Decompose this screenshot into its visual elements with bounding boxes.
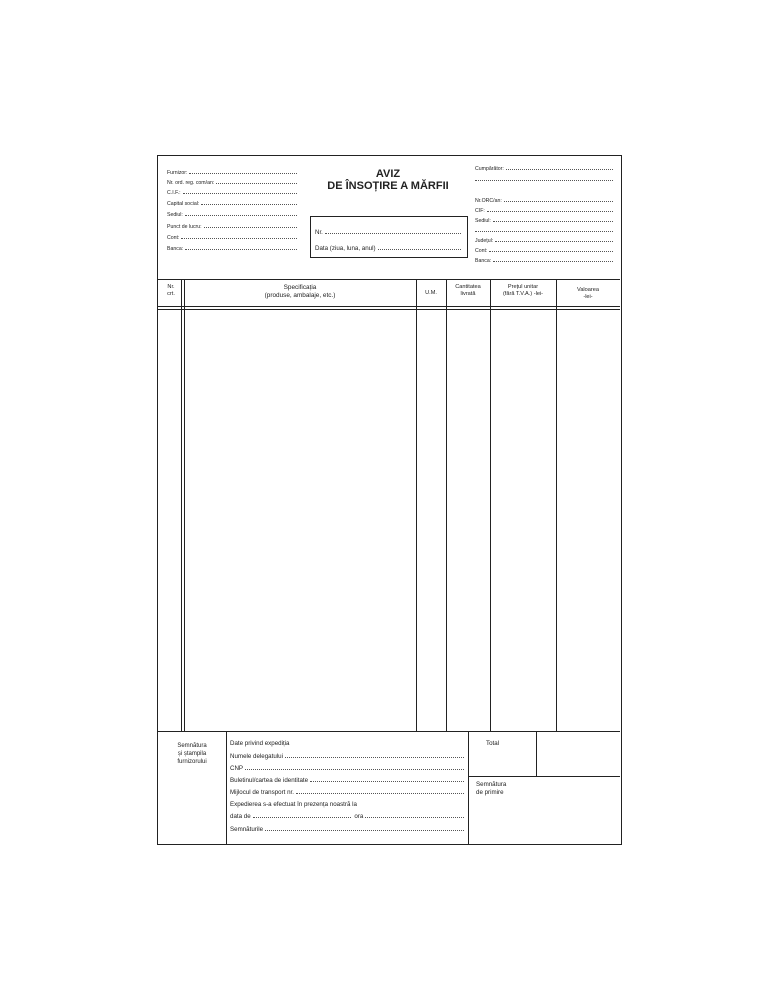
doc-number-date-box [310,216,468,258]
doc-number-field: Nr. [315,228,461,237]
signatures-field: Semnăturile [230,825,464,834]
col-header-specification: Specificația (produse, ambalaje, etc.) [264,284,336,299]
col-header-um: U.M. [425,290,437,296]
doc-date-field: Data (ziua, luna, anul) [315,244,461,253]
buyer-field: Județul: [475,236,613,246]
document-title [308,168,468,192]
title-line-2: DE ÎNSOȚIRE A MĂRFII [327,180,449,192]
buyer-field: CIF: [475,206,613,216]
col-header-value: Valoarea -lei- [577,287,599,300]
col-header-unit-price: Prețul unitar (fără T.V.A.) -lei- [502,284,544,297]
expedition-title: Date privind expediția [230,740,290,747]
transport-field: Mijlocul de transport nr. [230,788,464,797]
supplier-field: C.I.F.: [167,188,297,198]
buyer-field: Nr.ORC/an: [475,196,613,206]
cnp-field: CNP [230,764,464,773]
buyer-field: Cumpărător: [475,164,613,174]
id-card-field: Buletinul/cartea de identitate [230,776,464,785]
title-line-1: AVIZ [375,168,401,180]
supplier-field: Banca: [167,244,297,254]
buyer-field: Cont: [475,246,613,256]
delivery-notice-form [157,155,622,845]
supplier-field: Furnizor: [167,168,297,178]
buyer-field: Banca: [475,256,613,266]
col-header-quantity: Cantitatea livrată [455,284,481,297]
supplier-field: Capital social: [167,199,297,209]
supplier-field: Cont: [167,233,297,243]
delegate-name-field: Numele delegatului [230,752,464,761]
expedition-date-field: data de ora [230,812,464,821]
col-header-nr: Nr. crt. [167,284,175,297]
supplier-signature-label: Semnătura și ștampila furnizorului [177,743,207,765]
supplier-field: Punct de lucru: [167,222,297,232]
supplier-field: Nr. ord. reg. com/an: [167,178,297,188]
total-label: Total [486,740,500,747]
expedition-text: Expedierea s-a efectuat în prezența noastră la [230,801,357,808]
supplier-field: Sediul: [167,210,297,220]
receiver-signature-label: Semnătura de primire [476,781,507,796]
buyer-field: Sediul: [475,216,613,226]
